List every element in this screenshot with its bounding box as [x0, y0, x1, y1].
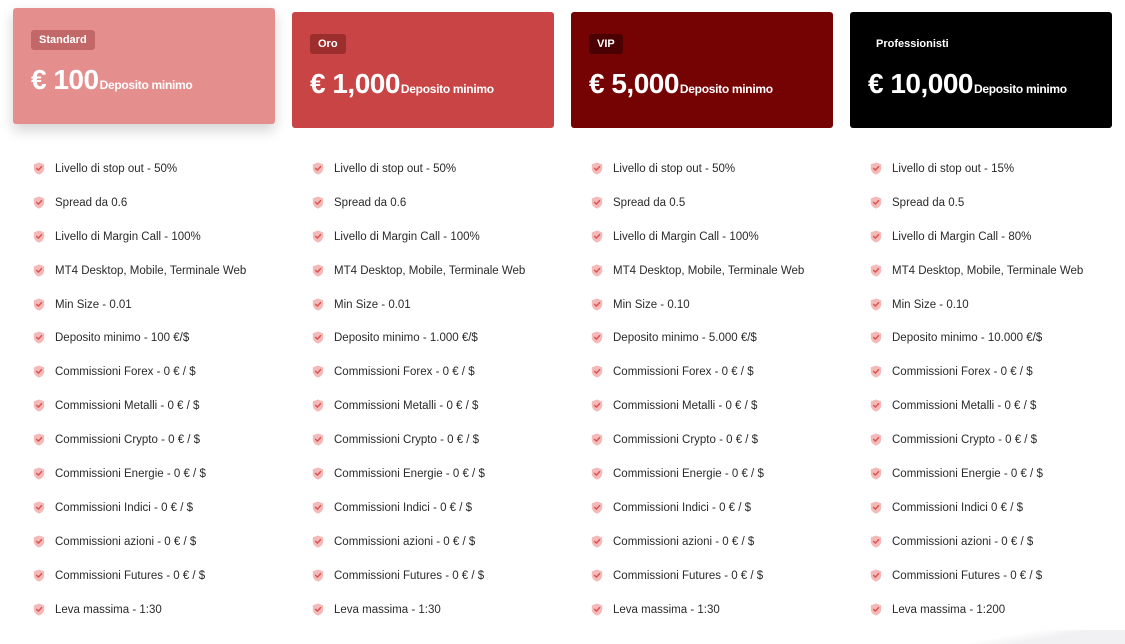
shield-check-icon [312, 162, 324, 175]
shield-check-icon [591, 535, 603, 548]
plan-price-caption: Deposito minimo [974, 82, 1067, 96]
feature-item [312, 261, 525, 295]
feature-text: MT4 Desktop, Mobile, Terminale Web [892, 264, 1084, 277]
shield-check-icon [870, 603, 882, 616]
feature-text: Commissioni Crypto - 0 € / $ [613, 434, 759, 447]
feature-text: Deposito minimo - 10.000 €/$ [892, 332, 1043, 345]
feature-text: Commissioni Energie - 0 € / $ [613, 468, 764, 481]
shield-check-icon [312, 603, 324, 616]
feature-item [591, 261, 804, 295]
feature-item [33, 362, 246, 396]
feature-item [591, 362, 804, 396]
feature-item [870, 464, 1083, 498]
feature-item [591, 396, 804, 430]
feature-text: Min Size - 0.01 [334, 298, 411, 311]
shield-check-icon [870, 569, 882, 582]
feature-text: Commissioni Futures - 0 € / $ [892, 569, 1043, 582]
feature-item [312, 566, 525, 600]
feature-item [312, 532, 525, 566]
feature-text: MT4 Desktop, Mobile, Terminale Web [613, 264, 805, 277]
feature-item [591, 430, 804, 464]
feature-text: Commissioni Crypto - 0 € / $ [334, 434, 480, 447]
shield-check-icon [33, 162, 45, 175]
shield-check-icon [870, 331, 882, 344]
feature-item [33, 430, 246, 464]
plan-price-caption: Deposito minimo [679, 82, 773, 96]
feature-text: Spread da 0.5 [892, 196, 965, 209]
feature-text: Commissioni Metalli - 0 € / $ [334, 400, 479, 413]
feature-item [33, 295, 246, 329]
feature-text: Deposito minimo - 1.000 €/$ [334, 332, 478, 345]
plan-price: € 1,000 [310, 68, 400, 99]
feature-text: Leva massima - 1:30 [334, 603, 441, 616]
feature-text: Leva massima - 1:30 [55, 603, 162, 616]
plan-price-row [310, 68, 494, 100]
feature-text: Livello di Margin Call - 100% [334, 230, 480, 243]
feature-item [33, 159, 246, 193]
feature-item [870, 261, 1083, 295]
shield-check-icon [33, 399, 45, 412]
plan-badge: Professionisti [868, 34, 957, 54]
feature-item [312, 328, 525, 362]
shield-check-icon [591, 467, 603, 480]
feature-text: Commissioni Energie - 0 € / $ [892, 468, 1043, 481]
plan-price-row [868, 68, 1067, 100]
shield-check-icon [33, 264, 45, 277]
feature-item [870, 159, 1083, 193]
feature-text: Deposito minimo - 5.000 €/$ [613, 332, 757, 345]
feature-text: Livello di Margin Call - 100% [55, 230, 201, 243]
feature-item [591, 328, 804, 362]
feature-item [870, 396, 1083, 430]
shield-check-icon [591, 399, 603, 412]
feature-text: Commissioni azioni - 0 € / $ [334, 535, 476, 548]
shield-check-icon [33, 298, 45, 311]
shield-check-icon [870, 433, 882, 446]
feature-text: Commissioni Metalli - 0 € / $ [613, 400, 758, 413]
shield-check-icon [312, 264, 324, 277]
shield-check-icon [33, 569, 45, 582]
feature-text: Commissioni Crypto - 0 € / $ [892, 434, 1038, 447]
plan-card-oro[interactable] [292, 12, 554, 128]
feature-item [33, 396, 246, 430]
shield-check-icon [591, 331, 603, 344]
shield-check-icon [591, 603, 603, 616]
shield-check-icon [591, 230, 603, 243]
feature-list [870, 159, 1083, 633]
feature-text: Leva massima - 1:200 [892, 603, 1006, 616]
shield-check-icon [312, 298, 324, 311]
feature-item [591, 193, 804, 227]
feature-text: Commissioni Forex - 0 € / $ [334, 366, 475, 379]
shield-check-icon [870, 501, 882, 514]
feature-item [33, 600, 246, 634]
feature-text: Livello di Margin Call - 80% [892, 230, 1032, 243]
feature-text: Livello di stop out - 50% [334, 163, 457, 175]
feature-item [591, 566, 804, 600]
feature-text: Livello di stop out - 50% [55, 163, 178, 175]
feature-item [312, 498, 525, 532]
plan-price-row [589, 68, 773, 100]
shield-check-icon [591, 433, 603, 446]
shield-check-icon [312, 535, 324, 548]
feature-text: Commissioni azioni - 0 € / $ [613, 535, 755, 548]
shield-check-icon [870, 365, 882, 378]
shield-check-icon [591, 196, 603, 209]
feature-item [312, 193, 525, 227]
feature-text: Min Size - 0.10 [613, 298, 690, 311]
feature-list [312, 159, 525, 633]
feature-text: Livello di stop out - 50% [613, 163, 736, 175]
shield-check-icon [312, 569, 324, 582]
feature-text: Spread da 0.6 [334, 196, 407, 209]
plan-card-standard[interactable] [13, 8, 275, 124]
shield-check-icon [312, 365, 324, 378]
shield-check-icon [33, 603, 45, 616]
feature-text: Livello di stop out - 15% [892, 163, 1015, 175]
feature-text: Commissioni Forex - 0 € / $ [55, 366, 196, 379]
feature-text: Deposito minimo - 100 €/$ [55, 332, 190, 345]
shield-check-icon [33, 433, 45, 446]
shield-check-icon [312, 501, 324, 514]
feature-text: Commissioni Energie - 0 € / $ [334, 468, 485, 481]
feature-item [591, 600, 804, 634]
plan-card-vip[interactable] [571, 12, 833, 128]
feature-text: Commissioni Futures - 0 € / $ [334, 569, 485, 582]
feature-text: Spread da 0.6 [55, 196, 128, 209]
feature-text: Commissioni Crypto - 0 € / $ [55, 434, 201, 447]
feature-text: Commissioni Indici - 0 € / $ [55, 501, 194, 514]
feature-item [33, 566, 246, 600]
shield-check-icon [33, 535, 45, 548]
feature-item [312, 430, 525, 464]
feature-item [33, 328, 246, 362]
feature-text: Commissioni Forex - 0 € / $ [613, 366, 754, 379]
feature-item [312, 227, 525, 261]
plan-price-caption: Deposito minimo [400, 82, 494, 96]
plan-price: € 10,000 [868, 68, 973, 99]
shield-check-icon [312, 230, 324, 243]
feature-text: Commissioni Metalli - 0 € / $ [892, 400, 1037, 413]
shield-check-icon [870, 535, 882, 548]
feature-item [591, 532, 804, 566]
feature-item [591, 498, 804, 532]
shield-check-icon [870, 298, 882, 311]
feature-item [870, 498, 1083, 532]
plan-badge: Oro [310, 34, 346, 54]
shield-check-icon [312, 433, 324, 446]
feature-text: Commissioni Indici - 0 € / $ [613, 501, 752, 514]
feature-item [870, 193, 1083, 227]
shield-check-icon [312, 196, 324, 209]
feature-text: Min Size - 0.01 [55, 298, 132, 311]
feature-item [33, 464, 246, 498]
feature-item [312, 600, 525, 634]
feature-item [870, 600, 1083, 634]
shield-check-icon [870, 399, 882, 412]
shield-check-icon [591, 298, 603, 311]
shield-check-icon [870, 264, 882, 277]
feature-item [591, 159, 804, 193]
feature-item [312, 396, 525, 430]
page-edge-shade [925, 630, 1125, 644]
shield-check-icon [33, 230, 45, 243]
plan-price: € 100 [31, 64, 99, 95]
feature-item [312, 464, 525, 498]
feature-text: Commissioni Energie - 0 € / $ [55, 468, 206, 481]
shield-check-icon [312, 331, 324, 344]
plan-price: € 5,000 [589, 68, 679, 99]
plan-badge: Standard [31, 30, 95, 50]
feature-text: Commissioni Indici 0 € / $ [892, 501, 1024, 514]
shield-check-icon [33, 501, 45, 514]
feature-item [591, 295, 804, 329]
feature-item [312, 295, 525, 329]
feature-item [312, 362, 525, 396]
feature-item [870, 566, 1083, 600]
shield-check-icon [870, 230, 882, 243]
plan-badge: VIP [589, 34, 623, 54]
feature-text: Commissioni Metalli - 0 € / $ [55, 400, 200, 413]
feature-text: Commissioni Forex - 0 € / $ [892, 366, 1033, 379]
feature-item [870, 328, 1083, 362]
feature-text: Commissioni azioni - 0 € / $ [892, 535, 1034, 548]
shield-check-icon [33, 365, 45, 378]
shield-check-icon [312, 467, 324, 480]
feature-text: MT4 Desktop, Mobile, Terminale Web [334, 264, 526, 277]
shield-check-icon [870, 162, 882, 175]
shield-check-icon [312, 399, 324, 412]
feature-text: Livello di Margin Call - 100% [613, 230, 759, 243]
feature-item [33, 498, 246, 532]
feature-text: Commissioni azioni - 0 € / $ [55, 535, 197, 548]
shield-check-icon [591, 162, 603, 175]
feature-item [33, 193, 246, 227]
feature-item [870, 227, 1083, 261]
shield-check-icon [870, 196, 882, 209]
shield-check-icon [33, 467, 45, 480]
feature-item [591, 227, 804, 261]
feature-text: Spread da 0.5 [613, 196, 686, 209]
plan-price-row [31, 64, 192, 96]
feature-item [591, 464, 804, 498]
feature-text: Commissioni Futures - 0 € / $ [55, 569, 206, 582]
feature-item [870, 430, 1083, 464]
shield-check-icon [870, 467, 882, 480]
feature-item [33, 532, 246, 566]
feature-text: Commissioni Indici - 0 € / $ [334, 501, 473, 514]
feature-text: MT4 Desktop, Mobile, Terminale Web [55, 264, 247, 277]
feature-text: Min Size - 0.10 [892, 298, 969, 311]
feature-item [870, 532, 1083, 566]
feature-text: Leva massima - 1:30 [613, 603, 720, 616]
feature-item [312, 159, 525, 193]
shield-check-icon [591, 501, 603, 514]
shield-check-icon [33, 196, 45, 209]
shield-check-icon [33, 331, 45, 344]
plan-card-professionisti[interactable] [850, 12, 1112, 128]
feature-item [33, 227, 246, 261]
feature-list [33, 159, 246, 633]
plan-price-caption: Deposito minimo [99, 78, 193, 92]
feature-item [870, 362, 1083, 396]
shield-check-icon [591, 264, 603, 277]
feature-item [870, 295, 1083, 329]
shield-check-icon [591, 365, 603, 378]
feature-item [33, 261, 246, 295]
shield-check-icon [591, 569, 603, 582]
feature-text: Commissioni Futures - 0 € / $ [613, 569, 764, 582]
feature-list [591, 159, 804, 633]
